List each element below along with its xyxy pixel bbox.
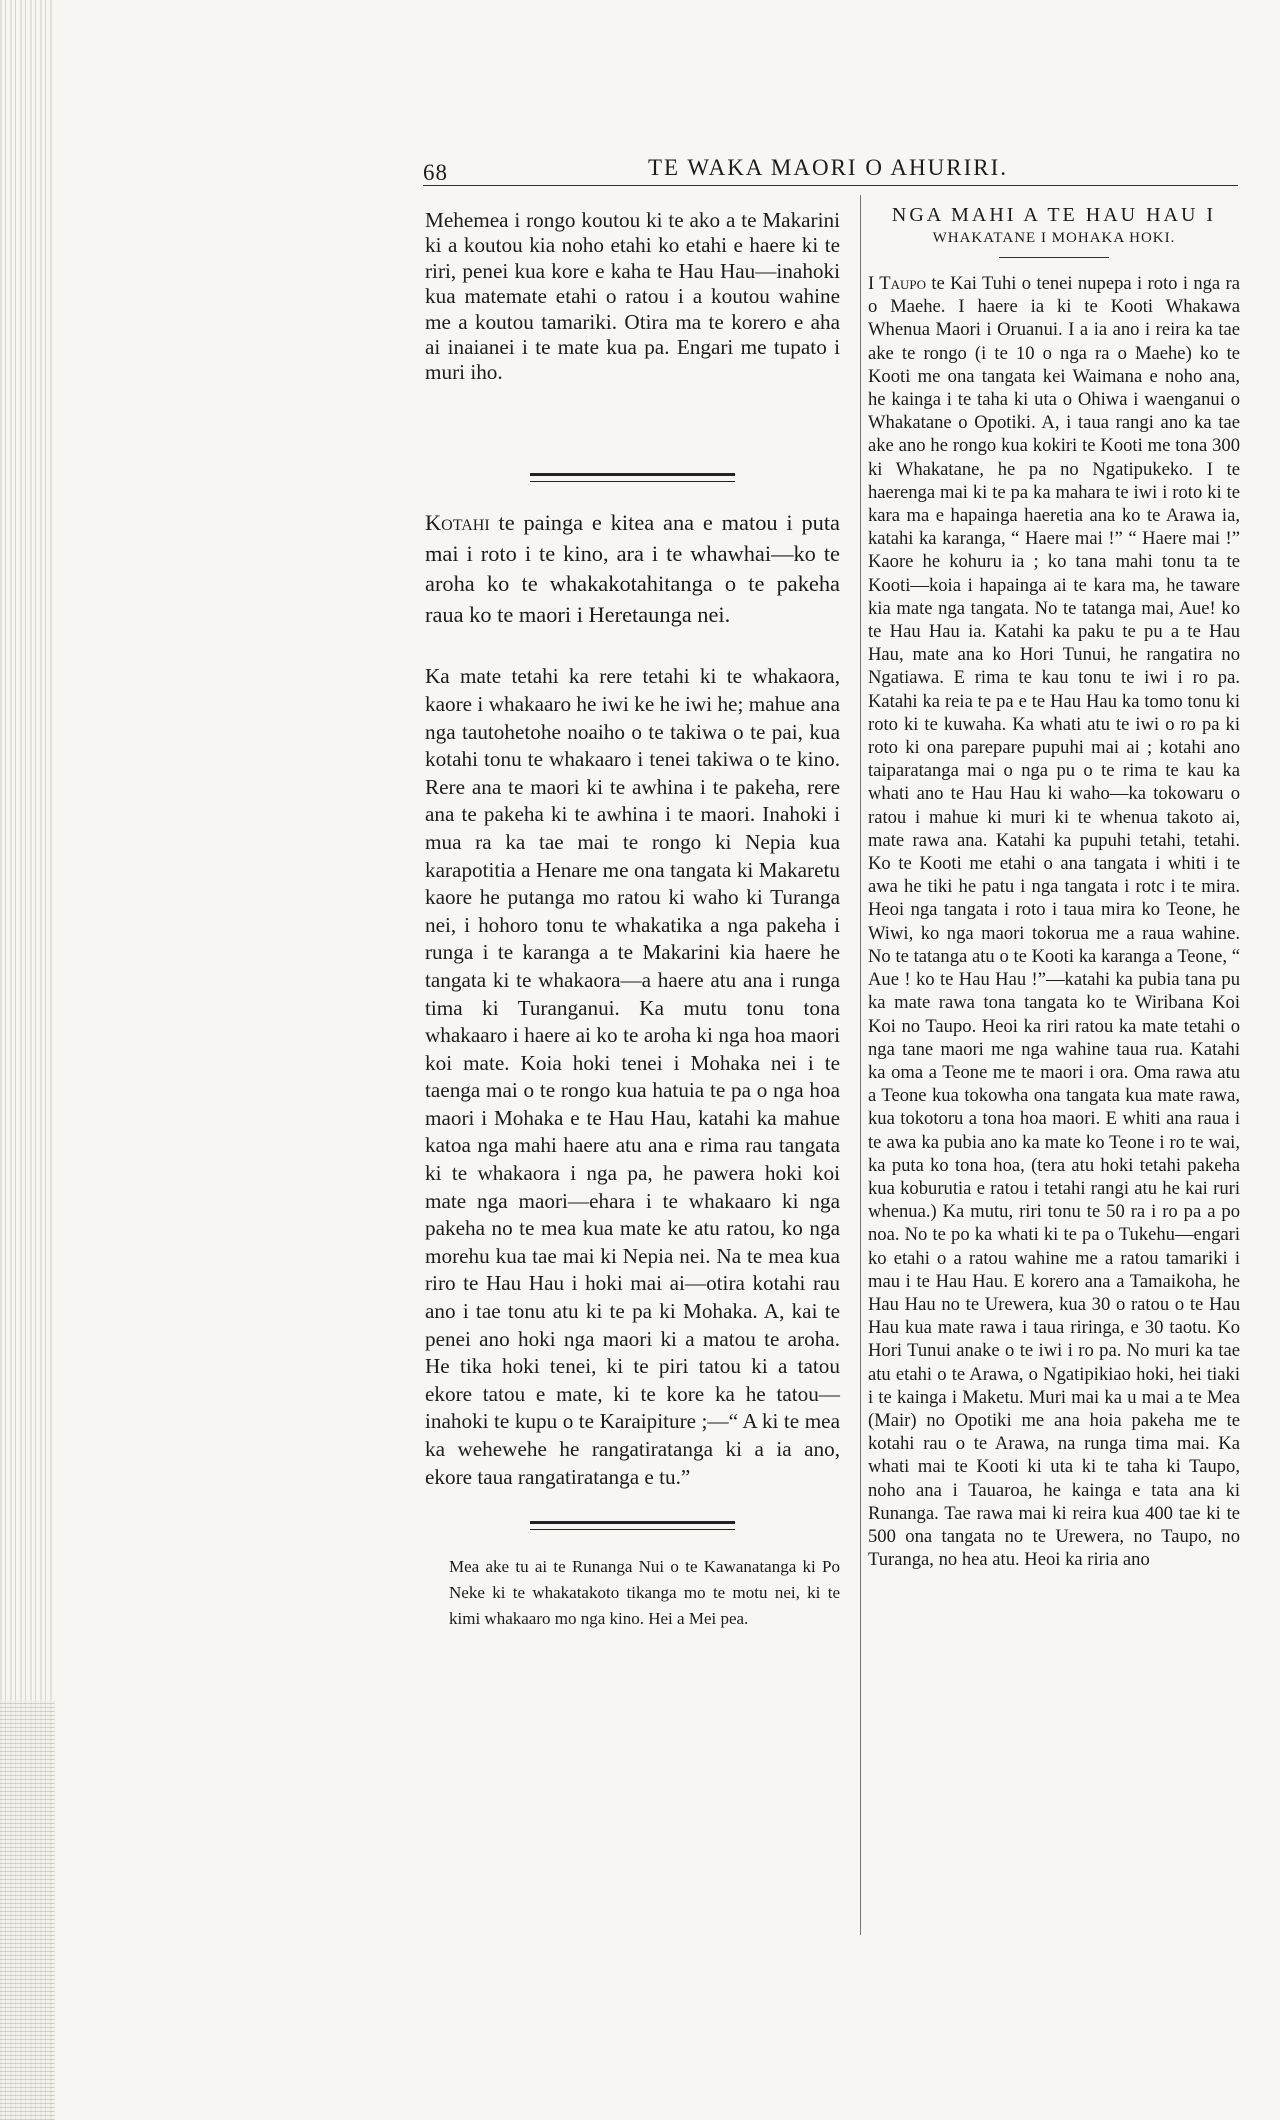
running-title: TE WAKA MAORI O AHURIRI.	[648, 155, 1008, 180]
header-rule	[423, 185, 1238, 186]
left-paragraph-3: Ka mate tetahi ka rere tetahi ki te whakaora, kaore i whakaaro he iwi ke he iwi he; mahue ana nga tautohetohe noaiho o te takiwa o te pai, kua kotahi tonu te whakaaro i tenei takiwa o te kino. Rere ana te maori ki te awhina i te pakeha, rere ana te pakeha ki te awhina i te maori. Inahoki i mua ra ka tae mai te rongo ki Nepia kua karapotitia a Henare me ona tangata ki Makaretu kaore he putanga mo ratou ki waho ki Turanga nei, i hohoro tonu te whakatika a nga pakeha i runga i te karanga a te Makarini kia haere he tangata ki te whakaora—a haere atu ana i runga tima ki Turanganui. Ka mutu tonu tona whakaaro i haere ai ko te aroha ki nga hoa maori koi mate. Koia hoki tenei i Mohaka nei i te taenga mai o te rongo kua hatuia te pa o nga hoa maori i Mohaka e te Hau Hau, katahi ka mahue katoa nga mahi haere atu ana e rima rau tangata ki te whakaora i nga pa, he pawera hoki koi mate nga maori—ehara i te whakaaro ki nga pakeha no te mea kua mate ke atu ratou, ko nga morehu kua tae mai ki Nepia nei. Na te mea kua riro te Hau Hau i hoki mai ai—otira kotahi rau ano i tae tonu atu ki te pa ki Mohaka. A, kai te penei ano hoki nga maori ki a matou te aroha. He tika hoki tenei, ki te piri tatou ki a tatou ekore tatou e mate, ki te kore ka he tatou—inahoki te kupu o te Karaipiture ;—“ A ki te mea ka wehewehe he rangatiratanga ki a ia ano, ekore taua rangatiratanga e tu.”	[425, 664, 840, 1489]
left-column	[425, 208, 840, 1632]
left-paragraph-2-text: te painga e kitea ana e matou i puta mai i roto i te kino, ara i te whawhai—ko te aroha ko te whakakotahitanga o te pakeha raua ko te maori i Heretaunga nei.	[425, 510, 840, 627]
left-notice: Mea ake tu ai te Runanga Nui o te Kawanatanga ki Po Neke ki te whakatakoto tikanga mo te motu nei, ki te kimi whakaaro mo nga kino. Hei a Mei pea.	[449, 1557, 840, 1629]
article-body-text: te Kai Tuhi o tenei nupepa i roto i nga ra o Maehe. I haere ia ki te Kooti Whakawa Whenua Maori i Oruanui. I a ia ano i reira ka tae ake te rongo (i te 10 o nga ra o Maehe) ko te Kooti me ona tangata kei Waimana e noho ana, he kainga i te taha ki uta o Ohiwa i waenganui o Whakatane o Opotiki. A, i taua rangi ano ka tae ake ano he rongo kua kokiri te Kooti me tona 300 ki Whakatane, he pa no Ngatipukeko. I te haerenga mai ki te pa ka mahara te iwi i roto ki te kara ma e hapainga haeretia ana ko te Arawa ia, katahi ka karanga, “ Haere mai !” “ Haere mai !” Kaore he kohuru ia ; ko tana mahi tonu ta te Kooti—koia i hapainga ai te kara ma, he taware kia mate nga tangata. No te tatanga mai, Aue! ko te Hau Hau ia. Katahi ka paku te pu a te Hau Hau, mate ana ko Hori Tunui, he rangatira no Ngatiawa. E rima te kau tonu te iwi i ro pa. Katahi ka reia te pa e te Hau Hau ka tomo tonu ki roto ki te kuwaha. Ka whati atu te iwi o ro pa ki roto ki ona parepare pupuhi mai ai ; kotahi ano taiparatanga mai o nga pu o te rima te kau ka whati ano te Hau Hau ki waho—ka tokowaru o ratou i mahue ki muri ki te whenua takoto ai, mate rawa ana. Katahi ka pupuhi tetahi, tetahi. Ko te Kooti me etahi o ana tangata i whiti i te awa he tiki he patu i nga tangata i rotc i te mira. Heoi nga tangata i roto i taua mira ko Teone, he Wiwi, ko nga maori tokorua me a raua wahine. No te tatanga atu o te Kooti ka karanga a Teone, “ Aue ! ko te Hau Hau !”—katahi ka pubia tana pu ka mate rawa tona tangata ko te Wiribana Koi Koi no Taupo. Heoi ka riri ratou ka mate tetahi o nga tane maori me nga wahine taua rua. Katahi ka oma a Teone me te maori i ora. Oma rawa atu a Teone kua tokowha ona tangata kua mate rawa, kua tokotoru a tona hoa maori. E whiti ana raua i te awa ka pubia ano ka mate ko Teone i ro te wai, ka puta ko tona hoa, (tera atu hoki tetahi pakeha kua koburutia e ratou i tetahi rangi atu he kai ruri whenua.) Ka mutu, riri tonu te 50 ra i ro pa a po noa. No te po ka whati ki te pa o Tukehu—engari ko etahi o a ratou wahine me a ratou tamariki i mau i te Hau Hau. E korero ana a Tamaikoha, he Hau Hau no te Urewera, kua 30 o ratou o te Hau Hau kua mate rawa i taua riringa, e 30 taotu. Ko Hori Tunui anake o te iwi i ro pa. No muri ka tae atu etahi o te Arawa, o Ngatipikiao hoki, hei tiaki i te kainga i Maketu. Muri mai ka u mai a te Mea (Mair) no Opotiki me ana hoia pakeha me te kotahi rau o te Arawa, na runga tima mai. Ka whati mai te Kooti ki uta ki te taha ki Taupo, noho ana i Tauaroa, he kainga e tata ana ki Runanga. Tae rawa mai ki reira kua 400 tae ki te 500 ona tangata no te Urewera, no Taupo, no Turanga, no hea atu. Heoi ka riria ano	[868, 273, 1240, 1571]
left-paragraph-2	[425, 508, 840, 630]
page-number: 68	[423, 160, 448, 185]
left-paragraph-1: Mehemea i rongo koutou ki te ako a te Makarini ki a koutou kia noho etahi ko etahi e haere ki te riri, penei kua kore e kaha te Hau Hau—inahoki kua matemate etahi o ratou i a koutou wahine me a koutou tamariki. Otira ma te korero e aha ai inaianei i te mate kua pa. Engari me tupato i muri iho.	[425, 208, 840, 385]
lead-word: Kotahi	[425, 510, 490, 535]
page-binding-edge	[0, 0, 55, 2120]
section-double-rule	[530, 1521, 735, 1524]
article-body	[868, 272, 1240, 1571]
article-lead-word: I Taupo	[868, 273, 926, 294]
article-title: NGA MAHI A TE HAU HAU I	[891, 204, 1217, 226]
section-double-rule	[530, 473, 735, 476]
right-column	[868, 203, 1240, 1571]
article-subtitle: WHAKATANE I MOHAKA HOKI.	[932, 230, 1176, 246]
column-divider	[860, 195, 861, 1935]
title-rule	[999, 257, 1109, 258]
